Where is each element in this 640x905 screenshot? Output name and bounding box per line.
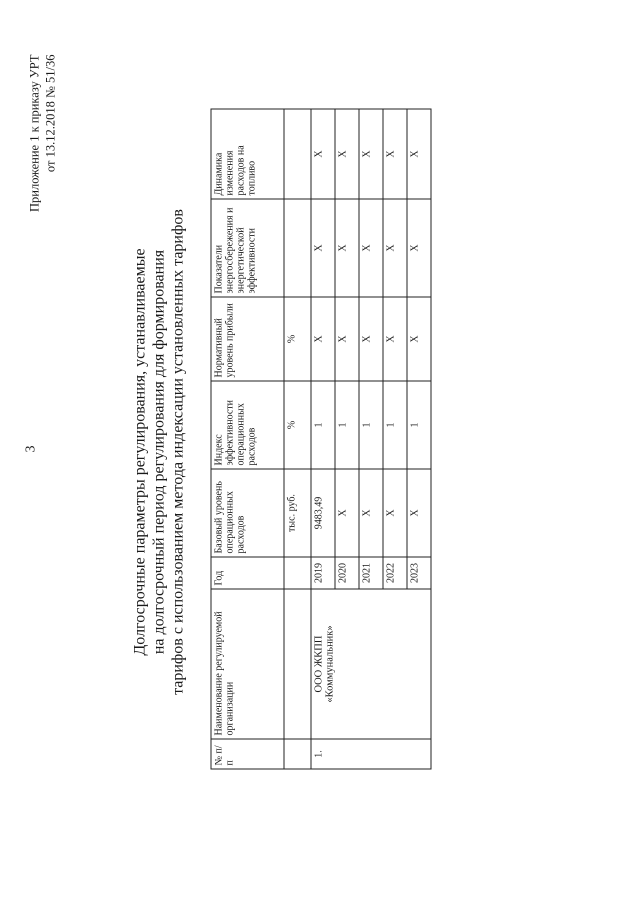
unit-empty-org [284, 589, 311, 739]
title-line-3: тарифов с использованием метода индексации установленных тарифов [169, 209, 187, 695]
header-base: Базовый уровень операционных расходов [211, 469, 284, 557]
cell-index: 1 [311, 381, 335, 469]
header-index: Индекс эффективности операционных расходов [211, 381, 284, 469]
title-line-1: Долгосрочные параметры регулирования, устанавливаемые [131, 248, 149, 656]
unit-empty-num [284, 739, 311, 769]
unit-base: тыс. руб. [284, 469, 311, 557]
cell-energy: Х [407, 199, 431, 297]
units-row [284, 109, 311, 769]
cell-dynamics: Х [407, 109, 431, 199]
cell-year: 2023 [407, 557, 431, 589]
unit-empty-energy [284, 199, 311, 297]
cell-profit: Х [311, 297, 335, 381]
cell-year: 2020 [335, 557, 359, 589]
cell-base: 9483,49 [311, 469, 335, 557]
title-line-2: на долгосрочный период регулирования для формирования [150, 249, 168, 655]
cell-dynamics: Х [335, 109, 359, 199]
row-number: 1. [311, 739, 431, 769]
header-dynamics: Динамика изменения расходов на топливо [211, 109, 284, 199]
appendix-line-2: от 13.12.2018 № 51/36 [43, 54, 58, 173]
unit-profit: % [284, 297, 311, 381]
cell-energy: Х [383, 199, 407, 297]
unit-index: % [284, 381, 311, 469]
cell-base: Х [407, 469, 431, 557]
header-year: Год [211, 557, 284, 589]
cell-profit: Х [359, 297, 383, 381]
page-number: 3 [23, 445, 39, 453]
unit-empty-year [284, 557, 311, 589]
cell-index: 1 [335, 381, 359, 469]
organization-name [311, 589, 431, 739]
cell-energy: Х [359, 199, 383, 297]
cell-dynamics: Х [311, 109, 335, 199]
header-energy: Показатели энергосбережения и энергетической эффективности [211, 199, 284, 297]
cell-dynamics: Х [383, 109, 407, 199]
cell-profit: Х [407, 297, 431, 381]
rotated-content [1, 0, 640, 905]
cell-base: Х [383, 469, 407, 557]
header-profit: Нормативный уровень прибыли [211, 297, 284, 381]
parameters-table [211, 109, 432, 770]
organization-name-line-1: ООО ЖКПП [313, 635, 325, 693]
header-org: Наименование регулируемой организации [211, 589, 284, 739]
cell-energy: Х [311, 199, 335, 297]
cell-index: 1 [359, 381, 383, 469]
unit-empty-dynamics [284, 109, 311, 199]
cell-profit: Х [335, 297, 359, 381]
cell-index: 1 [383, 381, 407, 469]
cell-base: Х [335, 469, 359, 557]
cell-dynamics: Х [359, 109, 383, 199]
cell-profit: Х [383, 297, 407, 381]
cell-year: 2019 [311, 557, 335, 589]
cell-year: 2021 [359, 557, 383, 589]
document-title [131, 100, 188, 805]
organization-name-line-2: «Коммунальник» [324, 625, 336, 703]
cell-energy: Х [335, 199, 359, 297]
table-row [311, 109, 335, 769]
appendix-note [27, 55, 59, 213]
cell-base: Х [359, 469, 383, 557]
cell-year: 2022 [383, 557, 407, 589]
cell-index: 1 [407, 381, 431, 469]
header-num: № п/п [211, 739, 284, 769]
header-row [211, 109, 284, 769]
appendix-line-1: Приложение 1 к приказу УРТ [27, 54, 42, 212]
